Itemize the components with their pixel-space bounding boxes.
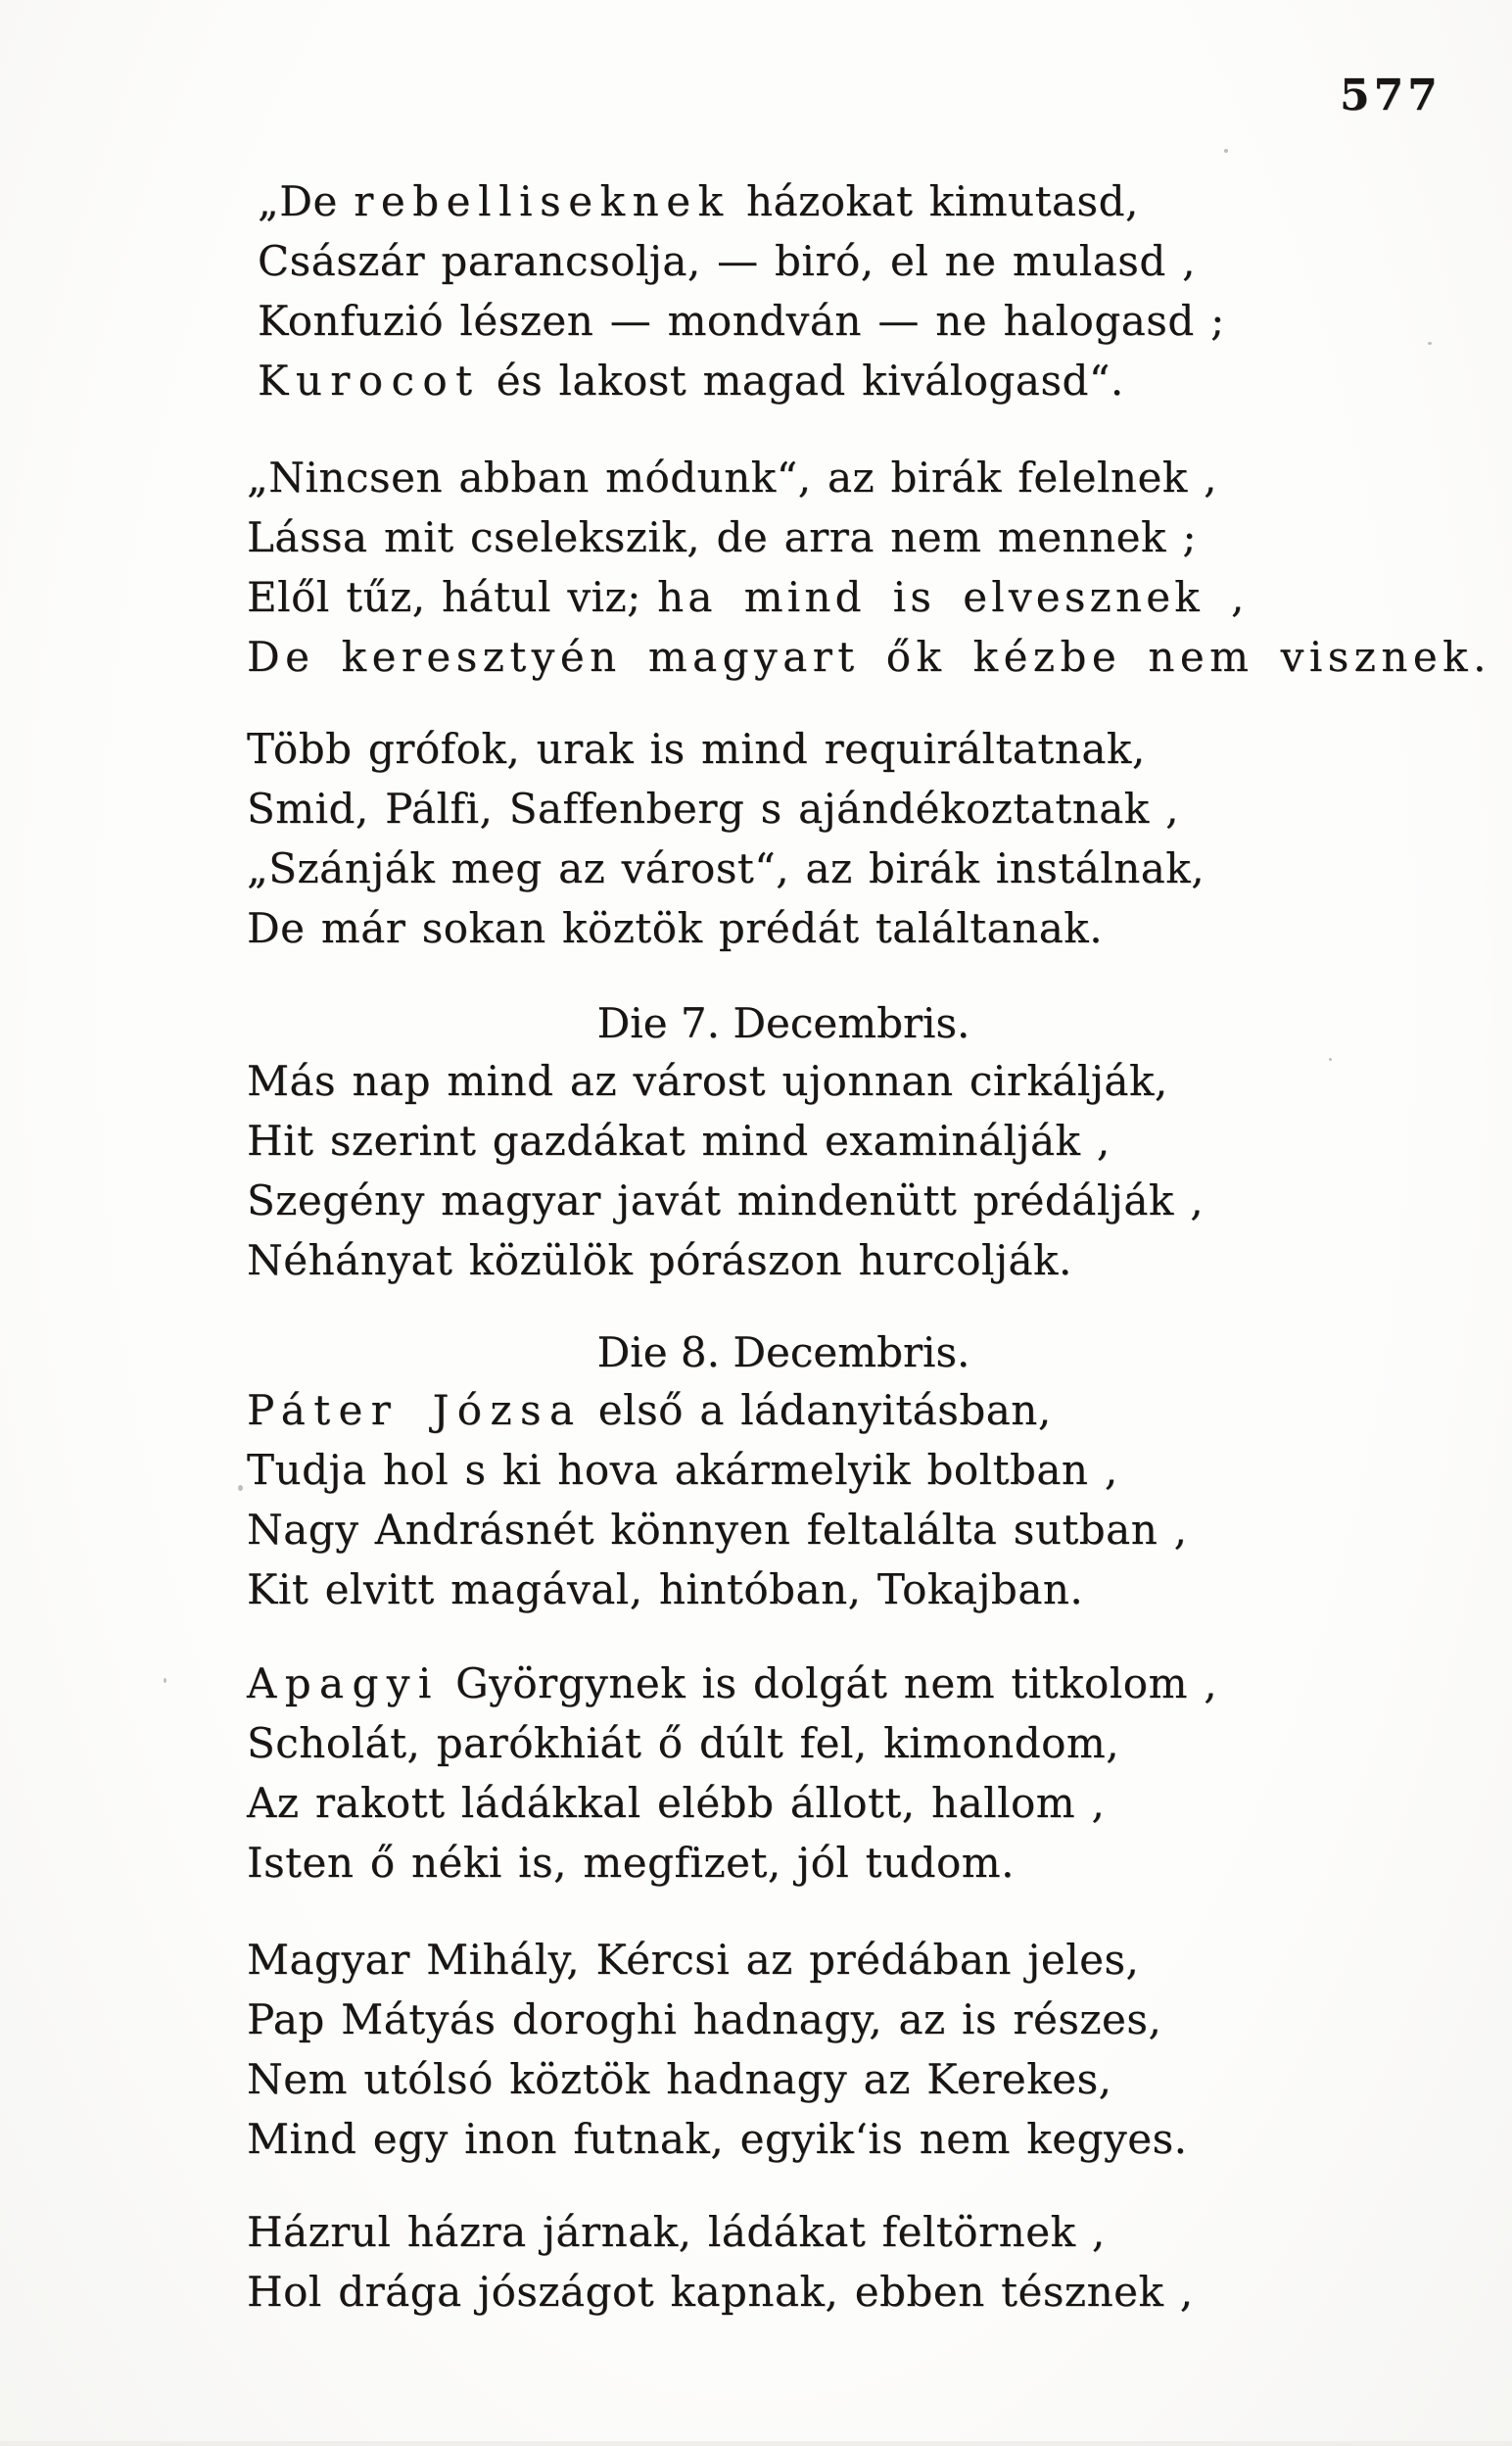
- poem-text: Györgynek is dolgát nem titkolom ,: [439, 1659, 1218, 1707]
- poem-text: Pap Mátyás doroghi hadnagy, az is részes,: [247, 1995, 1162, 2043]
- ink-speck: [1329, 1058, 1332, 1061]
- letterspaced-text: Apagyi: [247, 1659, 440, 1707]
- poem-line: [247, 1990, 1188, 2049]
- poem-line: [247, 2262, 1194, 2322]
- poem-line: [247, 719, 1205, 779]
- poem-line: [247, 839, 1205, 898]
- poem-text: Császár parancsolja, — biró, el ne mulasd ,: [258, 237, 1196, 285]
- page-number: 577: [1340, 71, 1441, 120]
- poem-text: Mind egy inon futnak, egyik‘is nem kegyes.: [247, 2115, 1188, 2163]
- poem-text: Hit szerint gazdákat mind examinálják ,: [247, 1117, 1110, 1165]
- poem-text: Más nap mind az várost ujonnan cirkálják,: [247, 1057, 1168, 1105]
- letterspaced-text: Páter Józsa: [247, 1386, 583, 1434]
- poem-text: Kit elvitt magával, hintóban, Tokajban.: [247, 1565, 1084, 1613]
- stanza: [247, 1051, 1204, 1290]
- poem-line: [247, 448, 1491, 507]
- poem-text: Szegény magyar javát mindenütt prédálják ,: [247, 1176, 1205, 1224]
- stanza: [258, 171, 1225, 410]
- letterspaced-text: ha mind is elvesznek ,: [657, 573, 1249, 621]
- poem-text: első a ládanyitásban,: [582, 1386, 1052, 1434]
- poem-text: De már sokan köztök prédát találtanak.: [247, 904, 1104, 952]
- letterspaced-text: Kurocot: [258, 357, 481, 405]
- stanza: [247, 1654, 1217, 1893]
- poem-text: Elől tűz, hátul viz;: [247, 573, 658, 621]
- poem-line: [247, 567, 1491, 627]
- poem-text: Nem utólsó köztök hadnagy az Kerekes,: [247, 2055, 1112, 2103]
- poem-line: [258, 291, 1225, 351]
- section-heading: Die 8. Decembris.: [596, 1328, 970, 1376]
- poem-text: Néhányat közülök pórászon hurcolják.: [247, 1236, 1072, 1284]
- stanza: [247, 719, 1205, 958]
- poem-line: [247, 1051, 1204, 1111]
- poem-line: [247, 779, 1205, 839]
- poem-text: és lakost magad kiválogasd“.: [480, 357, 1124, 405]
- poem-text: házokat kimutasd,: [730, 177, 1139, 225]
- stanza: [247, 2202, 1194, 2322]
- poem-line: [247, 1833, 1217, 1893]
- poem-line: [258, 231, 1225, 291]
- ink-speck: [238, 1485, 243, 1491]
- poem-line: [247, 1440, 1188, 1500]
- poem-line: [247, 627, 1491, 687]
- poem-text: Házrul házra járnak, ládákat feltörnek ,: [247, 2208, 1106, 2256]
- stanza: [247, 448, 1491, 687]
- poem-text: Konfuzió lészen — mondván — ne halogasd ;: [258, 297, 1225, 345]
- poem-line: [247, 1230, 1204, 1290]
- section-heading: Die 7. Decembris.: [596, 999, 970, 1047]
- ink-speck: [164, 1678, 166, 1683]
- poem-line: [247, 1171, 1204, 1230]
- poem-text: Scholát, parókhiát ő dúlt fel, kimondom,: [247, 1719, 1120, 1767]
- poem-text: Smid, Pálfi, Saffenberg s ajándékoztatnak ,: [247, 785, 1179, 833]
- poem-text: Nagy Andrásnét könnyen feltalálta sutban ,: [247, 1506, 1188, 1554]
- poem-text: Az rakott ládákkal elébb állott, hallom ,: [247, 1779, 1106, 1827]
- poem-line: [258, 171, 1225, 231]
- ink-speck: [1224, 149, 1228, 153]
- scan-edge-shadow: [0, 2441, 1512, 2446]
- poem-line: [247, 1111, 1204, 1171]
- poem-line: [247, 1773, 1217, 1833]
- poem-text: „Nincsen abban módunk“, az birák felelnek ,: [247, 454, 1218, 502]
- poem-text: Isten ő néki is, megfizet, jól tudom.: [247, 1839, 1015, 1887]
- poem-line: [247, 898, 1205, 958]
- poem-line: [247, 1930, 1188, 1990]
- poem-line: [258, 351, 1225, 410]
- poem-line: [247, 1654, 1217, 1713]
- poem-text: Több grófok, urak is mind requiráltatnak,: [247, 725, 1146, 773]
- poem-line: [247, 507, 1491, 567]
- poem-text: Hol drága jószágot kapnak, ebben tésznek ,: [247, 2268, 1194, 2316]
- ink-speck: [1428, 342, 1432, 345]
- poem-line: [247, 2109, 1188, 2169]
- poem-line: [247, 2202, 1194, 2262]
- poem-text: Magyar Mihály, Kércsi az prédában jeles,: [247, 1936, 1140, 1984]
- stanza: [247, 1380, 1188, 1619]
- poem-text: „Szánják meg az várost“, az birák instálnak,: [247, 844, 1205, 892]
- poem-line: [247, 1713, 1217, 1773]
- letterspaced-text: De keresztyén magyart ők kézbe nem visznek.: [247, 633, 1491, 681]
- poem-line: [247, 1559, 1188, 1619]
- poem-line: [247, 2049, 1188, 2109]
- letterspaced-text: rebelliseknek: [354, 177, 731, 225]
- poem-text: „De: [258, 177, 354, 225]
- poem-text: Tudja hol s ki hova akármelyik boltban ,: [247, 1446, 1118, 1494]
- poem-text: Lássa mit cselekszik, de arra nem mennek ;: [247, 513, 1198, 561]
- stanza: [247, 1930, 1188, 2169]
- poem-line: [247, 1380, 1188, 1440]
- poem-line: [247, 1500, 1188, 1559]
